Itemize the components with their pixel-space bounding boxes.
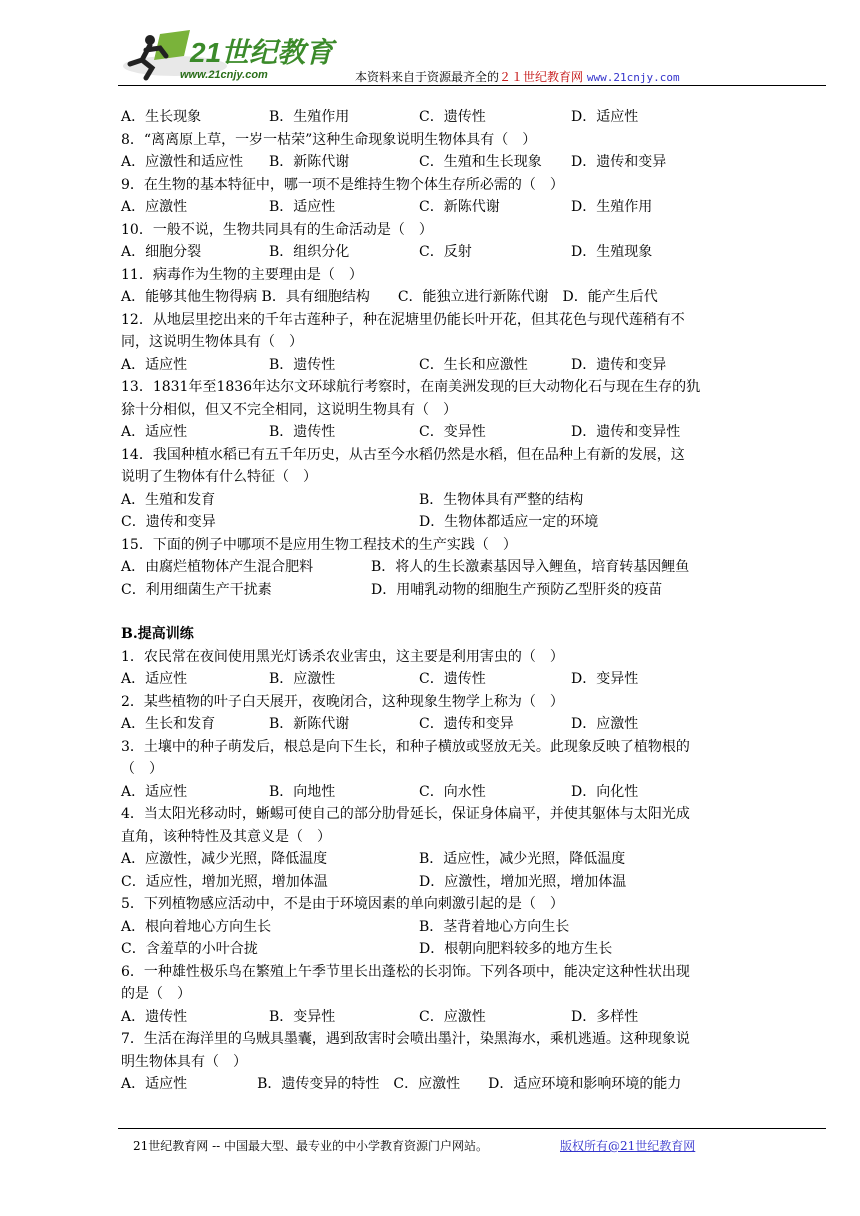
logo-url: www.21cnjy.com	[180, 69, 268, 81]
option-d: D．遗传和变异性	[571, 424, 681, 440]
option-a: A．适应性	[121, 424, 188, 440]
option-c: C．含羞草的小叶合拢	[121, 941, 258, 957]
option-a: A．根向着地心方向生长	[121, 918, 272, 935]
option-a: A．应激性，减少光照，降低温度	[121, 851, 328, 867]
question-options	[121, 938, 741, 961]
option-b: B．茎背着地心方向生长	[419, 918, 570, 935]
option-b: B．将人的生长激素基因导入鲤鱼，培育转基因鲤鱼	[371, 559, 690, 575]
question-line: 7．生活在海洋里的乌贼具墨囊，遇到敌害时会喷出墨汁，染黑海水，乘机逃遁。这种现象说	[121, 1031, 690, 1047]
question-options	[121, 511, 741, 534]
question-line: 狳十分相似，但又不完全相同，这说明生物具有（ ）	[121, 401, 457, 418]
option-d: D．适应性	[571, 109, 639, 125]
question-options: A．适应性 B．遗传变异的特性 C．应激性 D．适应环境和影响环境的能力	[121, 1076, 682, 1092]
runner-logo-icon	[120, 26, 340, 86]
question-options	[121, 1006, 741, 1029]
question-options	[121, 916, 741, 939]
option-b: B．变异性	[269, 1008, 336, 1025]
option-d: D．变异性	[571, 671, 639, 687]
logo-text: 21世纪教育	[190, 37, 334, 68]
footer-text: 21世纪教育网 -- 中国最大型、最专业的中小学教育资源门户网站。	[133, 1139, 489, 1153]
option-d: D．生殖作用	[571, 199, 653, 215]
question-13	[121, 376, 741, 421]
question-line: 直角，该种特性及其意义是（ ）	[121, 828, 331, 845]
copyright-link[interactable]: 版权所有@21世纪教育网	[560, 1139, 696, 1153]
question-options	[121, 196, 741, 219]
question-options	[121, 241, 741, 264]
question-12	[121, 309, 741, 354]
question-options	[121, 713, 741, 736]
option-c: C．新陈代谢	[419, 199, 500, 215]
option-c: C．生殖和生长现象	[419, 154, 542, 170]
option-a: A．适应性	[121, 783, 188, 800]
option-a: A．生长和发育	[121, 716, 216, 732]
option-b: B．生殖作用	[269, 109, 350, 125]
question-b4	[121, 803, 741, 848]
question-line: 说明了生物体有什么特征（ ）	[121, 469, 317, 485]
question-options	[121, 421, 741, 444]
option-c: C．遗传性	[419, 109, 486, 125]
question-15: 15．下面的例子中哪项不是应用生物工程技术的生产实践（ ）	[121, 536, 517, 553]
question-line: 同，这说明生物体具有（ ）	[121, 334, 303, 350]
option-b: B．新陈代谢	[269, 716, 350, 732]
option-c: C．遗传和变异	[419, 716, 514, 732]
option-b: B．遗传性	[269, 356, 336, 373]
worksheet-content	[121, 106, 741, 1096]
question-b6	[121, 961, 741, 1006]
option-c: C．遗传和变异	[121, 514, 216, 530]
option-b: B．新陈代谢	[269, 154, 350, 170]
option-d: D．用哺乳动物的细胞生产预防乙型肝炎的疫苗	[371, 581, 663, 598]
question-14	[121, 444, 741, 489]
question-line: 12．从地层里挖出来的千年古莲种子，种在泥塘里仍能长叶开花，但其花色与现代莲稍有不	[121, 311, 685, 328]
question-line: 6．一种雄性极乐鸟在繁殖上午季节里长出蓬松的长羽饰。下列各项中，能决定这种性状出现	[121, 963, 690, 980]
option-c: C．遗传性	[419, 671, 486, 687]
option-a: A．生长现象	[121, 109, 202, 125]
option-d: D．生殖现象	[571, 244, 653, 260]
question-line: 14．我国种植水稻已有五千年历史，从古至今水稻仍然是水稻，但在品种上有新的发展，这	[121, 446, 685, 463]
option-c: C．向水性	[419, 783, 486, 800]
question-b5: 5．下列植物感应活动中，不是由于环境因素的单向刺激引起的是（ ）	[121, 896, 564, 912]
question-options	[121, 489, 741, 512]
option-a: A．生殖和发育	[121, 491, 216, 508]
question-line: （ ）	[121, 761, 163, 777]
question-10: 10．一般不说，生物共同具有的生命活动是（ ）	[121, 221, 433, 238]
option-c: C．反射	[419, 244, 472, 260]
option-c: C．利用细菌生产干扰素	[121, 581, 272, 598]
question-line: 3．土壤中的种子萌发后，根总是向下生长，和种子横放或竖放无关。此现象反映了植物根的	[121, 738, 690, 755]
option-c: C．生长和应激性	[419, 356, 528, 373]
question-options	[121, 781, 741, 804]
question-b2: 2．某些植物的叶子白天展开，夜晚闭合，这种现象生物学上称为（ ）	[121, 693, 564, 710]
question-8: 8．“离离原上草，一岁一枯荣”这种生命现象说明生物体具有（ ）	[121, 131, 537, 148]
option-b: B．组织分化	[269, 244, 350, 260]
question-b1: 1．农民常在夜间使用黑光灯诱杀农业害虫，这主要是利用害虫的（ ）	[121, 648, 564, 665]
option-d: D．应激性，增加光照，增加体温	[419, 873, 627, 890]
option-b: B．应激性	[269, 671, 336, 687]
option-b: B．适应性	[269, 199, 336, 215]
question-options	[121, 106, 741, 129]
option-b: B．向地性	[269, 783, 336, 800]
question-line: 的是（ ）	[121, 986, 191, 1002]
header-site-link[interactable]: www.21cnjy.com	[586, 71, 680, 84]
option-c: C．适应性，增加光照，增加体温	[121, 873, 328, 890]
question-line: 13．1831年至1836年达尔文环球航行考察时，在南美洲发现的巨大动物化石与现在生存的犰	[121, 379, 701, 395]
question-options	[121, 556, 741, 579]
option-d: D．向化性	[571, 783, 639, 800]
question-options	[121, 668, 741, 691]
question-options	[121, 579, 741, 602]
option-d: D．遗传和变异	[571, 356, 667, 373]
header-note	[355, 68, 680, 85]
question-line: 明生物体具有（ ）	[121, 1053, 247, 1070]
question-options: A．能够其他生物得病 B．具有细胞结构 C．能独立进行新陈代谢 D．能产生后代	[121, 289, 658, 305]
question-options	[121, 151, 741, 174]
option-a: A．应激性	[121, 199, 188, 215]
option-a: A．细胞分裂	[121, 244, 202, 260]
option-a: A．应激性和适应性	[121, 154, 244, 170]
section-title: B.提高训练	[121, 626, 194, 642]
option-c: C．变异性	[419, 424, 486, 440]
option-b: B．生物体具有严整的结构	[419, 491, 584, 508]
option-d: D．根朝向肥料较多的地方生长	[419, 941, 613, 957]
question-options	[121, 354, 741, 377]
header-note-brand: ２１世纪教育网	[499, 70, 584, 84]
question-line: 4．当太阳光移动时，蜥蜴可使自己的部分肋骨延长，保证身体扁平，并使其躯体与太阳光成	[121, 806, 690, 822]
option-d: D．遗传和变异	[571, 154, 667, 170]
header-note-prefix: 本资料来自于资源最齐全的	[355, 70, 500, 84]
question-9: 9．在生物的基本特征中，哪一项不是维持生物个体生存所必需的（ ）	[121, 176, 564, 193]
option-d: D．生物体都适应一定的环境	[419, 514, 599, 530]
site-logo[interactable]	[120, 26, 340, 86]
option-a: A．适应性	[121, 356, 188, 373]
footer-divider	[118, 1128, 826, 1129]
question-11: 11．病毒作为生物的主要理由是（ ）	[121, 266, 363, 283]
question-options	[121, 848, 741, 871]
option-b: B．遗传性	[269, 424, 336, 440]
option-a: A．遗传性	[121, 1008, 188, 1025]
option-a: A．适应性	[121, 671, 188, 687]
option-c: C．应激性	[419, 1008, 486, 1025]
option-a: A．由腐烂植物体产生混合肥料	[121, 559, 314, 575]
option-d: D．多样性	[571, 1008, 639, 1025]
option-b: B．适应性，减少光照，降低温度	[419, 851, 626, 867]
question-b7	[121, 1028, 741, 1073]
question-b3	[121, 736, 741, 781]
header-divider	[118, 85, 826, 86]
option-d: D．应激性	[571, 716, 639, 732]
question-options	[121, 871, 741, 894]
